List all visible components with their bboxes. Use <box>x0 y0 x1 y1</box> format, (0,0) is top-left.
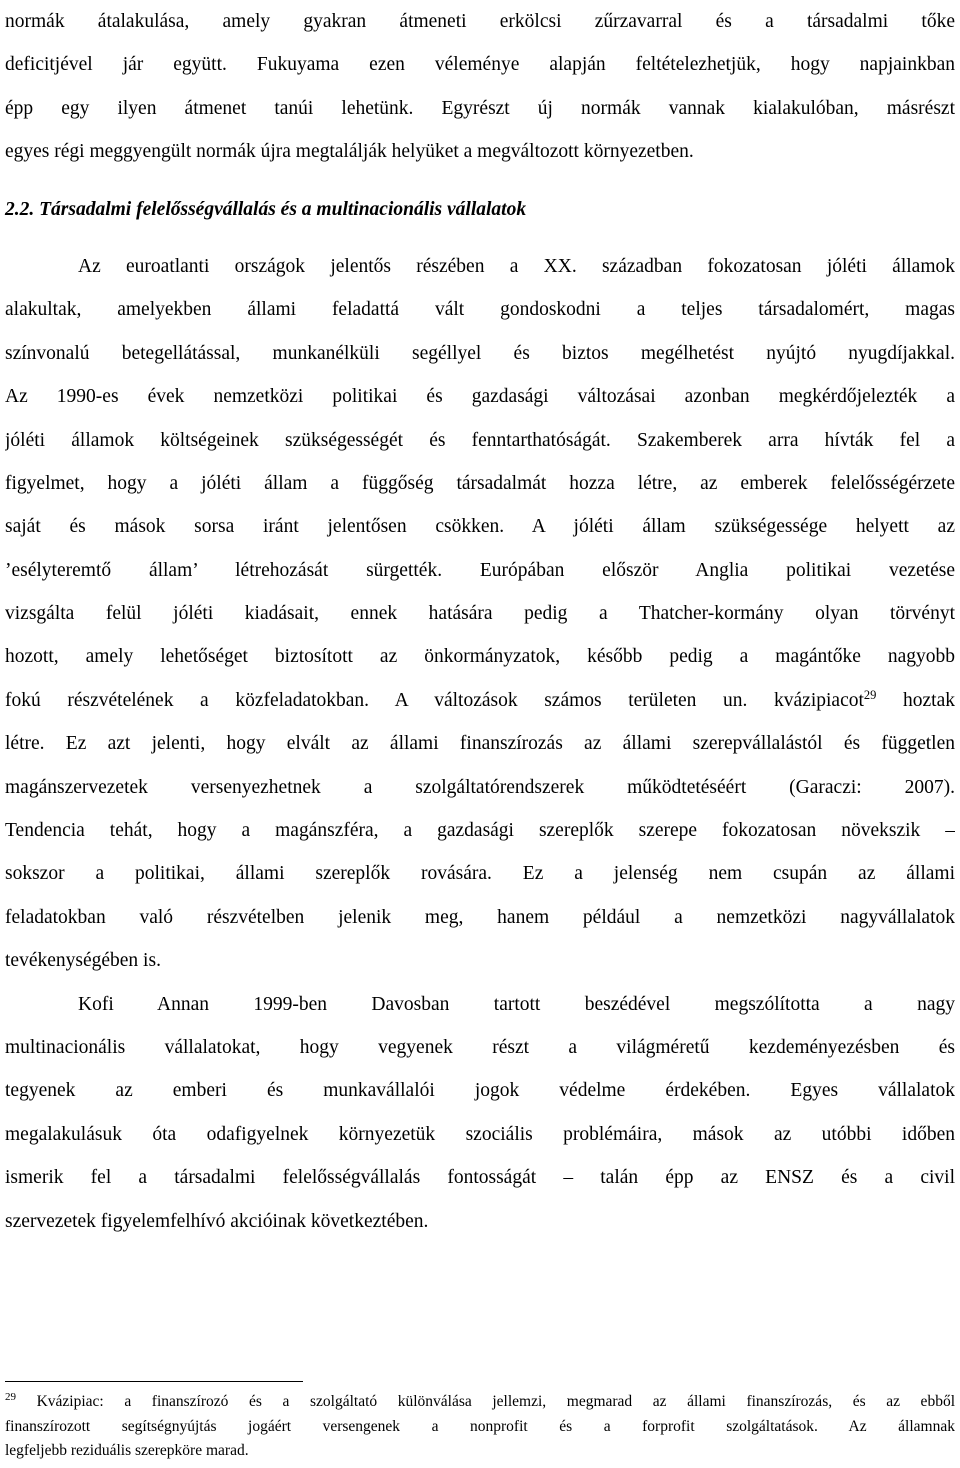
text-line: szervezetek figyelemfelhívó akcióinak következtében. <box>5 1210 429 1232</box>
text-line: feladatokban való részvételben jelenik meg, hanem például a nemzetközi nagyvállalatok <box>5 906 955 928</box>
text-line: jóléti államok költségeinek szükségességét és fenntarthatóságát. Szakemberek arra hívták fel a <box>5 429 955 451</box>
text-line: épp egy ilyen átmenet tanúi lehetünk. Egyrészt új normák vannak kialakulóban, másrészt <box>5 97 955 119</box>
text-line: magánszervezetek versenyezhetnek a szolgáltatórendszerek működtetéséért (Garaczi: 2007). <box>5 776 955 798</box>
footnote-line: finanszírozott segítségnyújtás jogáért versengenek a nonprofit és a forprofit szolgáltatások. Az államnak <box>5 1417 955 1435</box>
footnote-line: legfeljebb reziduális szerepköre marad. <box>5 1442 249 1459</box>
text-line: színvonalú betegellátással, munkanélküli segéllyel és biztos megélhetést nyújtó nyugdíjakkal. <box>5 342 955 364</box>
footnote <box>5 1390 955 1464</box>
text-line: tegyenek az emberi és munkavállalói jogok védelme érdekében. Egyes vállalatok <box>5 1080 955 1102</box>
text-line: multinacionális vállalatokat, hogy vegyenek részt a világméretű kezdeményezésben és <box>5 1036 955 1058</box>
text-line: deficitjével jár együtt. Fukuyama ezen véleménye alapján feltételezhetjük, hogy napjainkban <box>5 54 955 76</box>
text-line: megalakulásuk óta odafigyelnek környezetük szociális problémáira, mások az utóbbi időben <box>5 1123 955 1145</box>
text-line: Az 1990-es évek nemzetközi politikai és gazdasági változásai azonban megkérdőjelezték a <box>5 386 955 408</box>
footnote-line <box>5 1390 955 1415</box>
text-line: vizsgálta felül jóléti kiadásait, ennek hatására pedig a Thatcher-kormány olyan törvényt <box>5 603 955 625</box>
footnote-separator <box>5 1381 303 1382</box>
paragraph-1 <box>5 0 955 174</box>
text-line: tevékenységében is. <box>5 950 161 972</box>
text-line: Kofi Annan 1999-ben Davosban tartott beszédével megszólította a nagy <box>78 993 955 1015</box>
text-line: sokszor a politikai, állami szereplők rovására. Ez a jelenség nem csupán az állami <box>5 863 955 885</box>
text-line: alakultak, amelyekben állami feladattá vált gondoskodni a teljes társadalomért, magas <box>5 299 955 321</box>
footnote-reference[interactable]: 29 <box>863 687 877 702</box>
text-fragment: fokú részvételének a közfeladatokban. A változások számos területen un. kvázipiacot <box>5 689 864 711</box>
text-line: egyes régi meggyengült normák újra megtalálják helyüket a megváltozott környezetben. <box>5 141 694 163</box>
text-line: hozott, amely lehetőséget biztosított az önkormányzatok, később pedig a magántőke nagyobb <box>5 646 955 668</box>
spacer <box>5 174 955 188</box>
spacer <box>5 231 955 245</box>
text-fragment: hoztak <box>876 689 955 711</box>
text-line: normák átalakulása, amely gyakran átmeneti erkölcsi zűrzavarral és a társadalmi tőke <box>5 11 955 32</box>
text-line: saját és mások sorsa iránt jelentősen csökken. A jóléti állam szükségessége helyett az <box>5 516 955 538</box>
text-line: Az euroatlanti országok jelentős részében a XX. században fokozatosan jóléti államok <box>78 255 955 277</box>
section-heading: 2.2. Társadalmi felelősségvállalás és a multinacionális vállalatok <box>5 198 527 220</box>
paragraph-2 <box>5 245 955 983</box>
paragraph-3 <box>5 983 955 1243</box>
document-page <box>5 0 955 1243</box>
text-line: figyelmet, hogy a jóléti állam a függőség társadalmát hozza létre, az emberek felelősségérzete <box>5 472 955 494</box>
text-line: Tendencia tehát, hogy a magánszféra, a gazdasági szereplők szerepe fokozatosan növekszik – <box>5 820 955 842</box>
text-line: létre. Ez azt jelenti, hogy elvált az állami finanszírozás az állami szerepvállalástól és független <box>5 733 955 755</box>
text-line: ismerik fel a társadalmi felelősségvállalás fontosságát – talán épp az ENSZ és a civil <box>5 1167 955 1189</box>
text-fragment: Kvázipiac: a finanszírozó és a szolgáltató különválása jellemzi, megmarad az állami finanszírozás, és az ebből <box>16 1393 955 1410</box>
text-line-with-footnote-ref <box>5 679 955 722</box>
footnote-number: 29 <box>5 1391 16 1403</box>
text-line: ’esélyteremtő állam’ létrehozását sürgették. Európában először Anglia politikai vezetése <box>5 559 955 581</box>
